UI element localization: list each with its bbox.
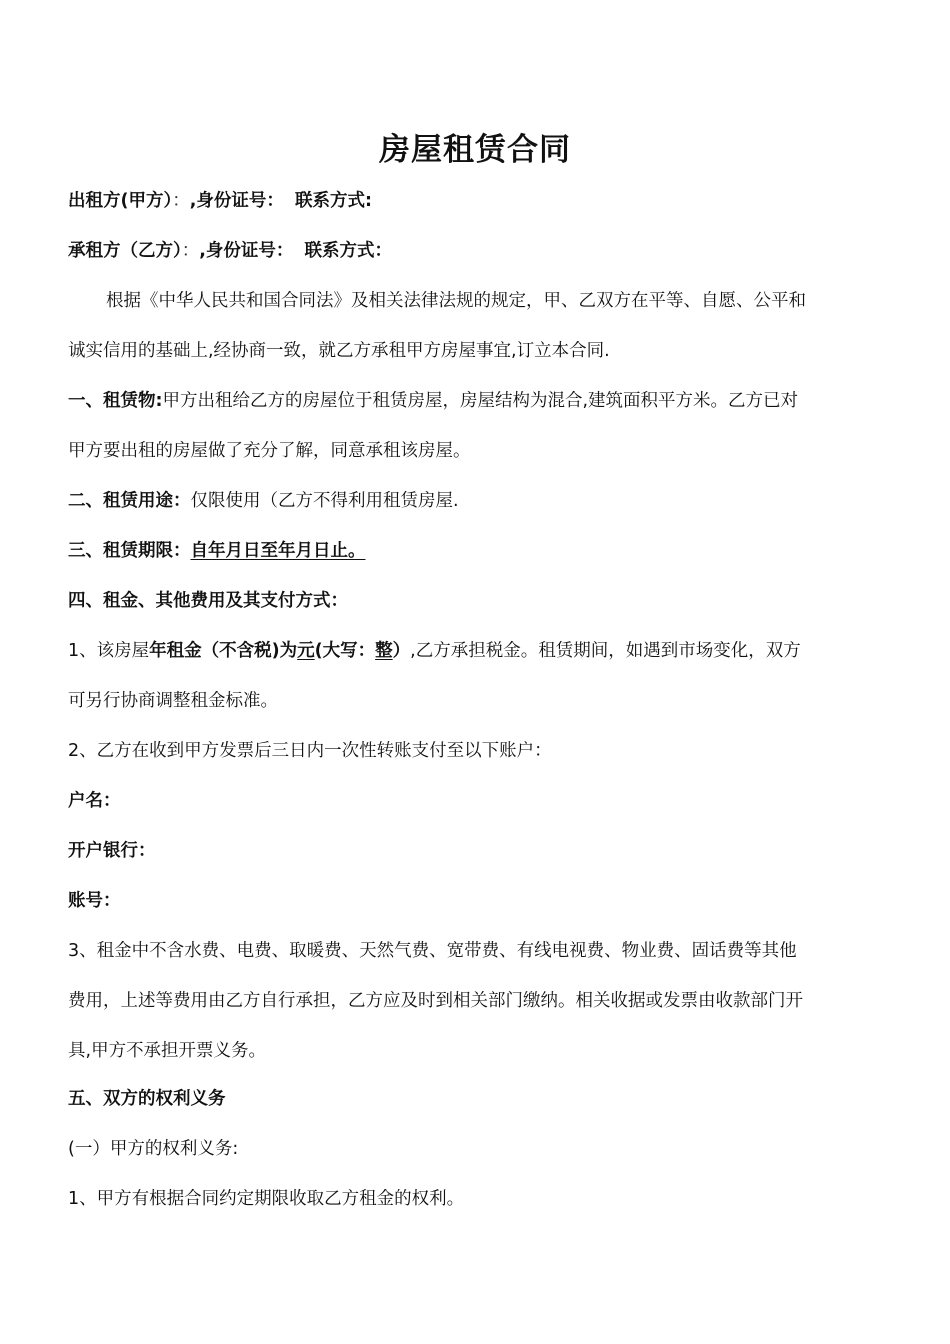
bank-label: 开户银行：	[68, 841, 156, 861]
section-4-item-3-line-1: 3、租金中不含水费、电费、取暖费、天然气费、宽带费、有线电视费、物业费、固话费等其他	[68, 941, 797, 961]
item-1-part-c: 元	[297, 641, 315, 661]
section-1-line-2: 甲方要出租的房屋做了充分了解，同意承租该房屋。	[68, 441, 471, 461]
item-1-part-b: 年租金（不含税)为	[149, 641, 298, 661]
section-3-text: 自年月日至年月日止。	[190, 541, 366, 561]
item-1-part-f: ）	[392, 641, 411, 661]
party-b-id-label: ,身份证号：	[199, 241, 294, 261]
section-2-heading: 二、租赁用途：	[68, 491, 191, 511]
section-4-heading	[68, 588, 883, 614]
party-b-contact-label: 联系方式：	[304, 241, 393, 261]
section-1-line-1	[68, 388, 883, 414]
party-b-sep: ：	[181, 241, 200, 261]
item-1-part-a: 1、该房屋	[68, 641, 150, 661]
party-a-line	[68, 188, 883, 214]
section-4-heading-text: 四、租金、其他费用及其支付方式：	[68, 591, 348, 611]
account-name-label: 户名：	[68, 791, 121, 811]
party-a-contact-label: 联系方式:	[295, 191, 373, 211]
document-title: 房屋租赁合同	[379, 132, 571, 168]
section-2-text: 仅限使用（乙方不得利用租赁房屋.	[190, 491, 459, 511]
section-4-item-2: 2、乙方在收到甲方发票后三日内一次性转账支付至以下账户：	[68, 741, 552, 761]
section-5-heading: 五、双方的权利义务	[68, 1089, 226, 1109]
section-1-text: 甲方出租给乙方的房屋位于租赁房屋，房屋结构为混合,建筑面积平方米。乙方已对	[162, 391, 799, 411]
party-a-sep: ：	[172, 191, 190, 211]
section-3-heading: 三、租赁期限：	[68, 541, 191, 561]
party-b-label: 承租方（乙方）	[68, 241, 182, 261]
item-1-part-d: (大写：	[314, 641, 376, 661]
item-1-part-g: ,乙方承担税金。租赁期间，如遇到市场变化，双方	[410, 641, 801, 661]
section-5-sub-1: (一）甲方的权利义务:	[68, 1139, 239, 1159]
party-a-label: 出租方(甲方）	[68, 191, 173, 211]
section-4-item-1-line-1	[68, 638, 883, 664]
party-a-id-label: ,身份证号：	[189, 191, 284, 211]
item-1-part-e: 整	[375, 641, 393, 661]
section-4-item-1-line-2: 可另行协商调整租金标准。	[68, 691, 278, 711]
section-3-line	[68, 538, 883, 564]
section-1-heading: 一、租赁物:	[68, 391, 163, 411]
section-2-line	[68, 488, 883, 514]
section-5-item-1: 1、甲方有根据合同约定期限收取乙方租金的权利。	[68, 1189, 465, 1209]
account-number-label: 账号：	[68, 891, 121, 911]
preamble-line-1: 根据《中华人民共和国合同法》及相关法律法规的规定，甲、乙双方在平等、自愿、公平和	[106, 291, 806, 311]
preamble-line-2: 诚实信用的基础上,经协商一致，就乙方承租甲方房屋事宜,订立本合同.	[68, 341, 610, 361]
section-4-item-3-line-2: 费用，上述等费用由乙方自行承担，乙方应及时到相关部门缴纳。相关收据或发票由收款部门开	[68, 991, 803, 1011]
party-b-line	[68, 238, 883, 264]
section-4-item-3-line-3: 具,甲方不承担开票义务。	[68, 1041, 267, 1061]
